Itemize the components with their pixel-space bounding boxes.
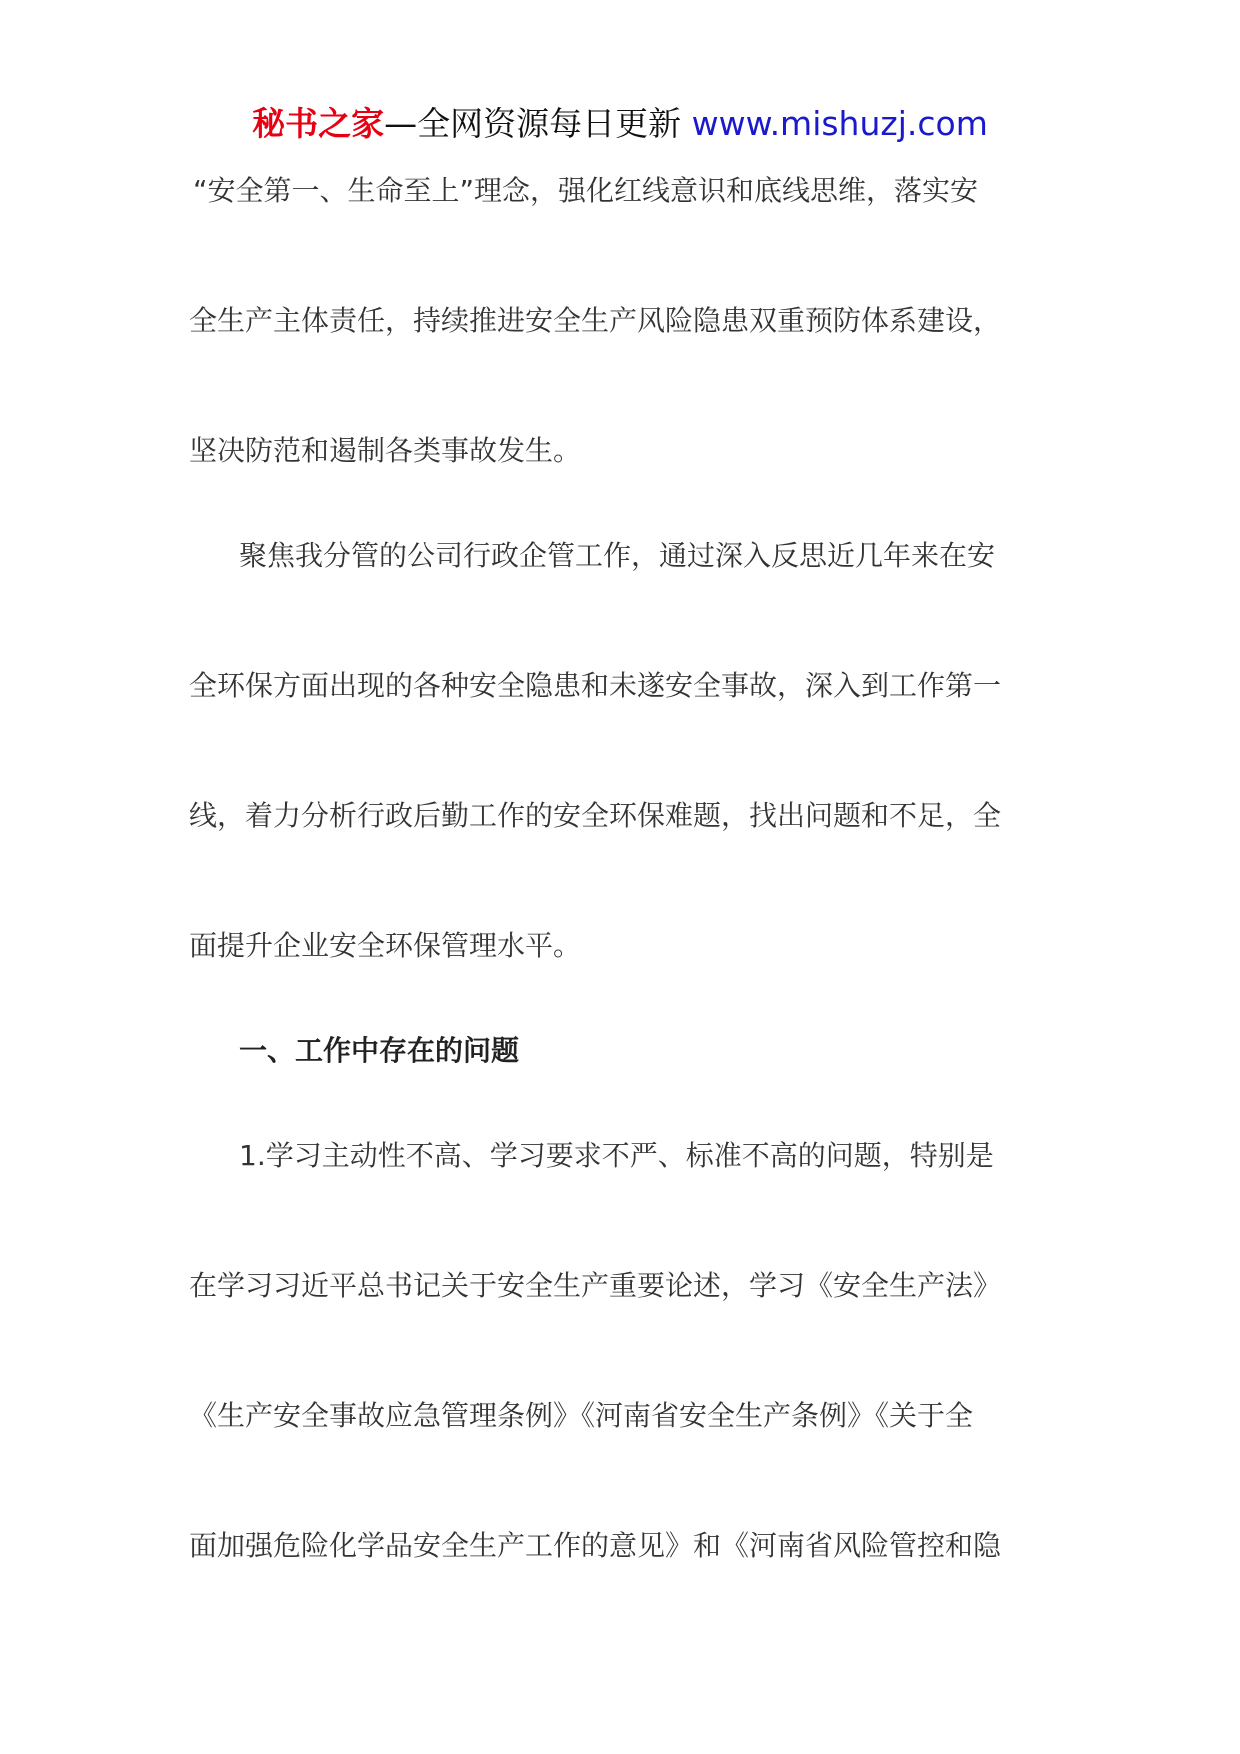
paragraph-line: 面加强危险化学品安全生产工作的意见》和《河南省风险管控和隐	[189, 1529, 1002, 1562]
paragraph-line: 在学习习近平总书记关于安全生产重要论述，学习《安全生产法》	[189, 1269, 1002, 1302]
paragraph-line: “安全第一、生命至上”理念，强化红线意识和底线思维，落实安	[193, 174, 979, 207]
paragraph-line: 坚决防范和遏制各类事故发生。	[189, 434, 582, 467]
paragraph-line: 线，着力分析行政后勤工作的安全环保难题，找出问题和不足，全	[189, 799, 1002, 832]
paragraph-line: 1.学习主动性不高、学习要求不严、标准不高的问题，特别是	[239, 1139, 994, 1172]
header-tagline: —全网资源每日更新	[384, 104, 682, 143]
paragraph-line: 全环保方面出现的各种安全隐患和未遂安全事故，深入到工作第一	[189, 669, 1002, 702]
site-header	[0, 100, 1240, 148]
paragraph-line: 面提升企业安全环保管理水平。	[189, 929, 582, 962]
section-heading: 一、工作中存在的问题	[239, 1034, 520, 1067]
paragraph-line: 聚焦我分管的公司行政企管工作，通过深入反思近几年来在安	[239, 539, 996, 572]
brand-name: 秘书之家	[252, 104, 385, 143]
site-url-link[interactable]: www.mishuzj.com	[691, 104, 988, 143]
paragraph-line: 全生产主体责任，持续推进安全生产风险隐患双重预防体系建设，	[189, 304, 1002, 337]
paragraph-line: 《生产安全事故应急管理条例》《河南省安全生产条例》《关于全	[189, 1399, 974, 1432]
